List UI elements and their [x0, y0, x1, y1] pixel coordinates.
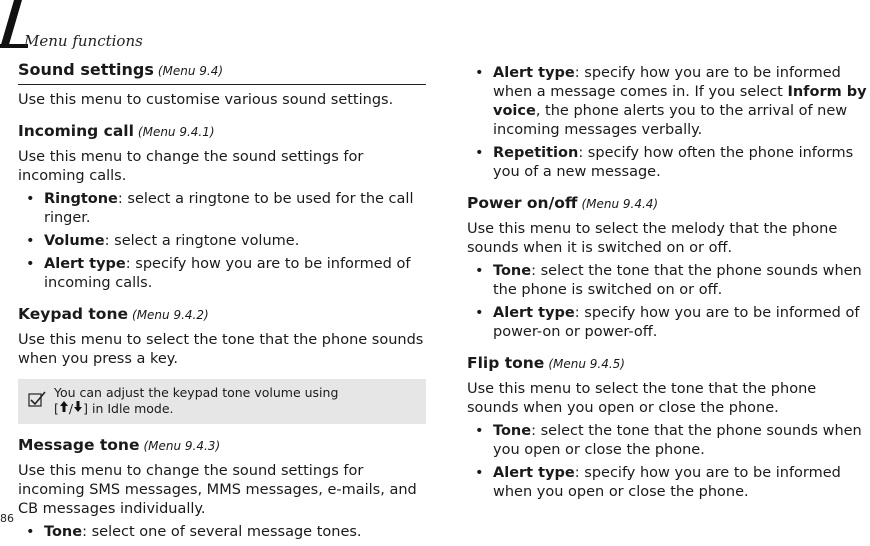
flip-intro: Use this menu to select the tone that the phone sounds when you open or close the phone.: [467, 381, 817, 416]
list-item: • Alert type: specify how you are to be informed when you open or close the phone.: [475, 465, 841, 500]
heading-keypad-tone: Keypad tone (Menu 9.4.2): [18, 305, 209, 323]
section-intro: Use this menu to customise various sound settings.: [18, 92, 394, 108]
list-item: • Tone: select the tone that the phone sounds when you open or close the phone.: [475, 423, 862, 458]
list-item: • Tone: select one of several message tones.: [26, 524, 362, 540]
list-item: • Alert type: specify how you are to be informed when a message comes in. If you select Inform by voice, the phone alerts you to the arrival of new incoming messages verbally.: [475, 65, 867, 138]
heading-incoming-call: Incoming call (Menu 9.4.1): [18, 122, 215, 140]
power-intro: Use this menu to select the melody that the phone sounds when it is switched on or off.: [467, 221, 838, 256]
note-box: [18, 379, 426, 424]
heading-message-tone: Message tone (Menu 9.4.3): [18, 436, 221, 454]
incoming-intro: Use this menu to change the sound settings for incoming calls.: [18, 149, 364, 184]
volume-up-key-icon: [59, 400, 69, 413]
note-line2: [ / ] in Idle mode.: [54, 401, 174, 416]
message-intro: Use this menu to change the sound settings for incoming SMS messages, MMS messages, e-mails, and CB messages individually.: [18, 463, 417, 517]
keypad-intro: Use this menu to select the tone that the phone sounds when you press a key.: [18, 332, 424, 367]
list-item: • Alert type: specify how you are to be informed of incoming calls.: [26, 256, 411, 291]
heading-power-on-off: Power on/off (Menu 9.4.4): [467, 194, 659, 212]
list-item: • Ringtone: select a ringtone to be used for the call ringer.: [26, 191, 414, 226]
checkmark-icon: [28, 391, 46, 407]
list-item: • Volume: select a ringtone volume.: [26, 233, 300, 249]
left-column: [18, 60, 426, 546]
right-column: [467, 62, 870, 506]
list-item: • Tone: select the tone that the phone sounds when the phone is switched on or off.: [475, 263, 862, 298]
page-number: 86: [0, 512, 14, 525]
section-heading-sound-settings: Sound settings (Menu 9.4): [18, 60, 426, 85]
heading-flip-tone: Flip tone (Menu 9.4.5): [467, 354, 625, 372]
running-header: Menu functions: [24, 32, 143, 50]
list-item: • Repetition: specify how often the phone informs you of a new message.: [475, 145, 854, 180]
volume-down-key-icon: [73, 400, 83, 413]
note-line1: You can adjust the keypad tone volume using: [54, 385, 339, 400]
list-item: • Alert type: specify how you are to be informed of power-on or power-off.: [475, 305, 860, 340]
